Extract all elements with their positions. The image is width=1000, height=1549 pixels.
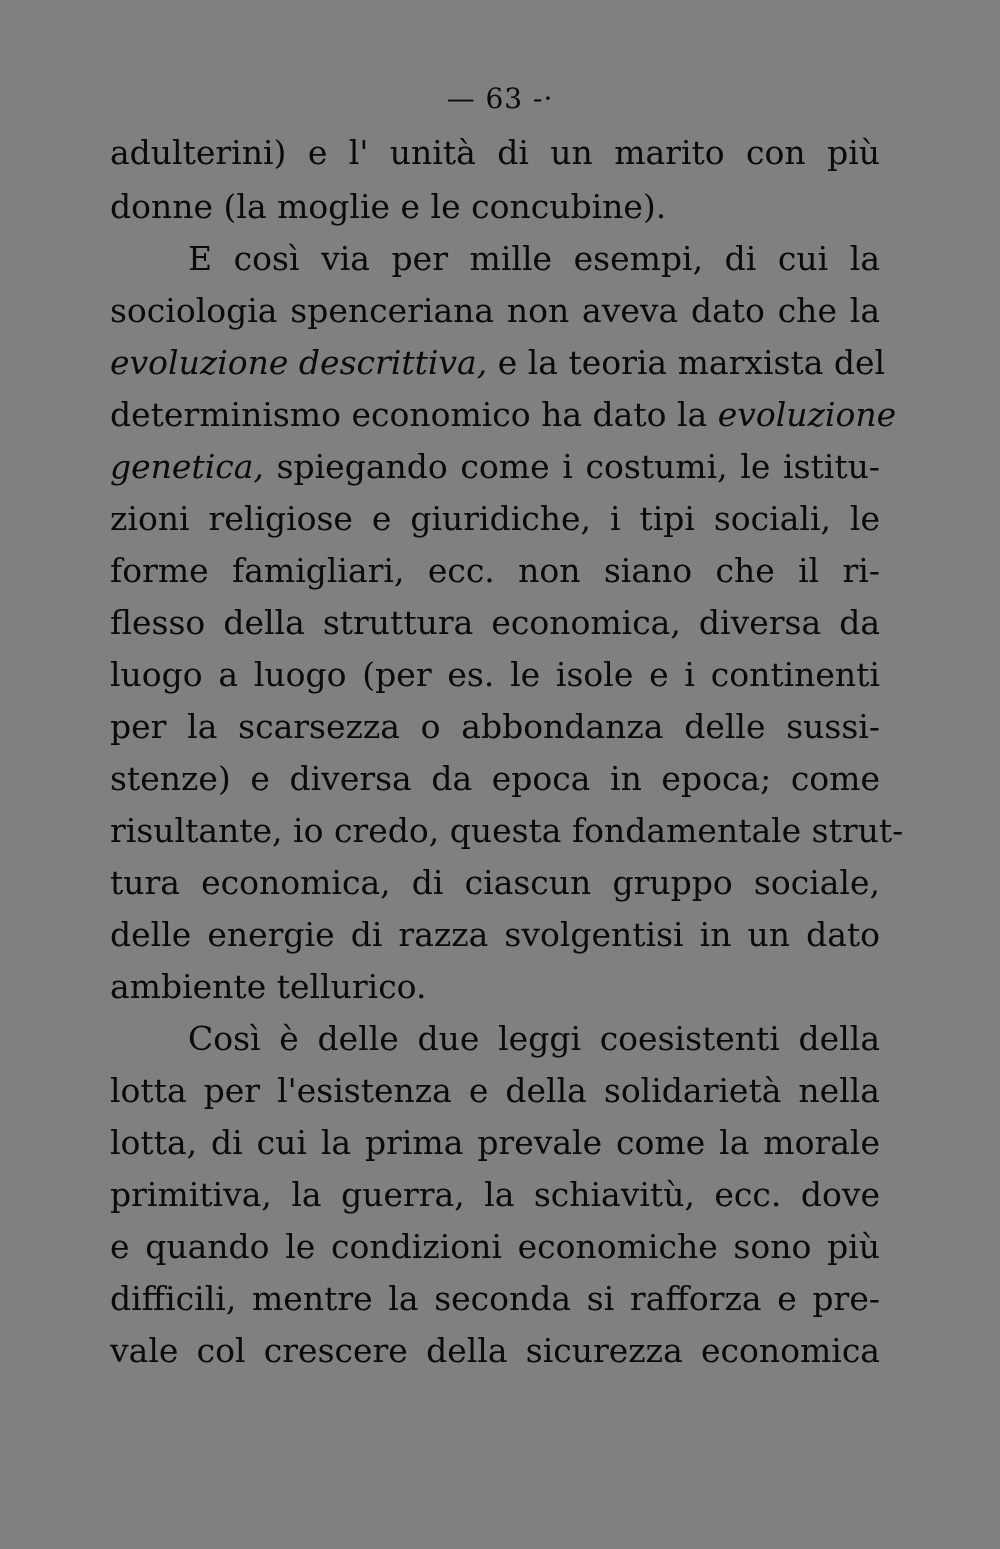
text-line: tura economica, di ciascun gruppo sociale, — [110, 863, 880, 902]
text-line: donne (la moglie e le concubine). — [110, 187, 667, 226]
text-line: primitiva, la guerra, la schiavitù, ecc. dove — [110, 1175, 880, 1214]
text-line: flesso della struttura economica, diversa da — [110, 603, 880, 642]
text-line: risultante, io credo, questa fondamentale strut- — [110, 811, 904, 850]
text-line: sociologia spenceriana non aveva dato che la — [110, 291, 880, 330]
text-line: per la scarsezza o abbondanza delle sussi- — [110, 707, 880, 746]
text-line: genetica, spiegando come i costumi, le istitu- — [110, 447, 880, 486]
text-line: E così via per mille esempi, di cui la — [188, 239, 880, 278]
text-line: lotta per l'esistenza e della solidarietà nella — [110, 1071, 880, 1110]
text-line: luogo a luogo (per es. le isole e i continenti — [110, 655, 880, 694]
italic-text: genetica, — [110, 447, 264, 486]
page-number: — 63 -· — [446, 82, 554, 115]
italic-text: evoluzione descrittiva, — [110, 343, 488, 382]
italic-text: evoluzione — [717, 395, 897, 434]
text-line: lotta, di cui la prima prevale come la morale — [110, 1123, 880, 1162]
text-line: ambiente tellurico. — [110, 967, 427, 1006]
text-line: determinismo economico ha dato la evoluzione — [110, 395, 897, 434]
text-line: delle energie di razza svolgentisi in un dato — [110, 915, 880, 954]
text-line: vale col crescere della sicurezza economica — [110, 1331, 880, 1370]
text-line: adulterini) e l' unità di un marito con più — [110, 133, 880, 172]
text-line: stenze) e diversa da epoca in epoca; come — [110, 759, 880, 798]
text-line: difficili, mentre la seconda si rafforza e pre- — [110, 1279, 880, 1318]
text-line: evoluzione descrittiva, e la teoria marxista del — [110, 343, 886, 382]
text-line: zioni religiose e giuridiche, i tipi sociali, le — [110, 499, 880, 538]
text-line: forme famigliari, ecc. non siano che il ri- — [110, 551, 880, 590]
text-line: e quando le condizioni economiche sono più — [110, 1227, 880, 1266]
text-line: Così è delle due leggi coesistenti della — [188, 1019, 880, 1058]
